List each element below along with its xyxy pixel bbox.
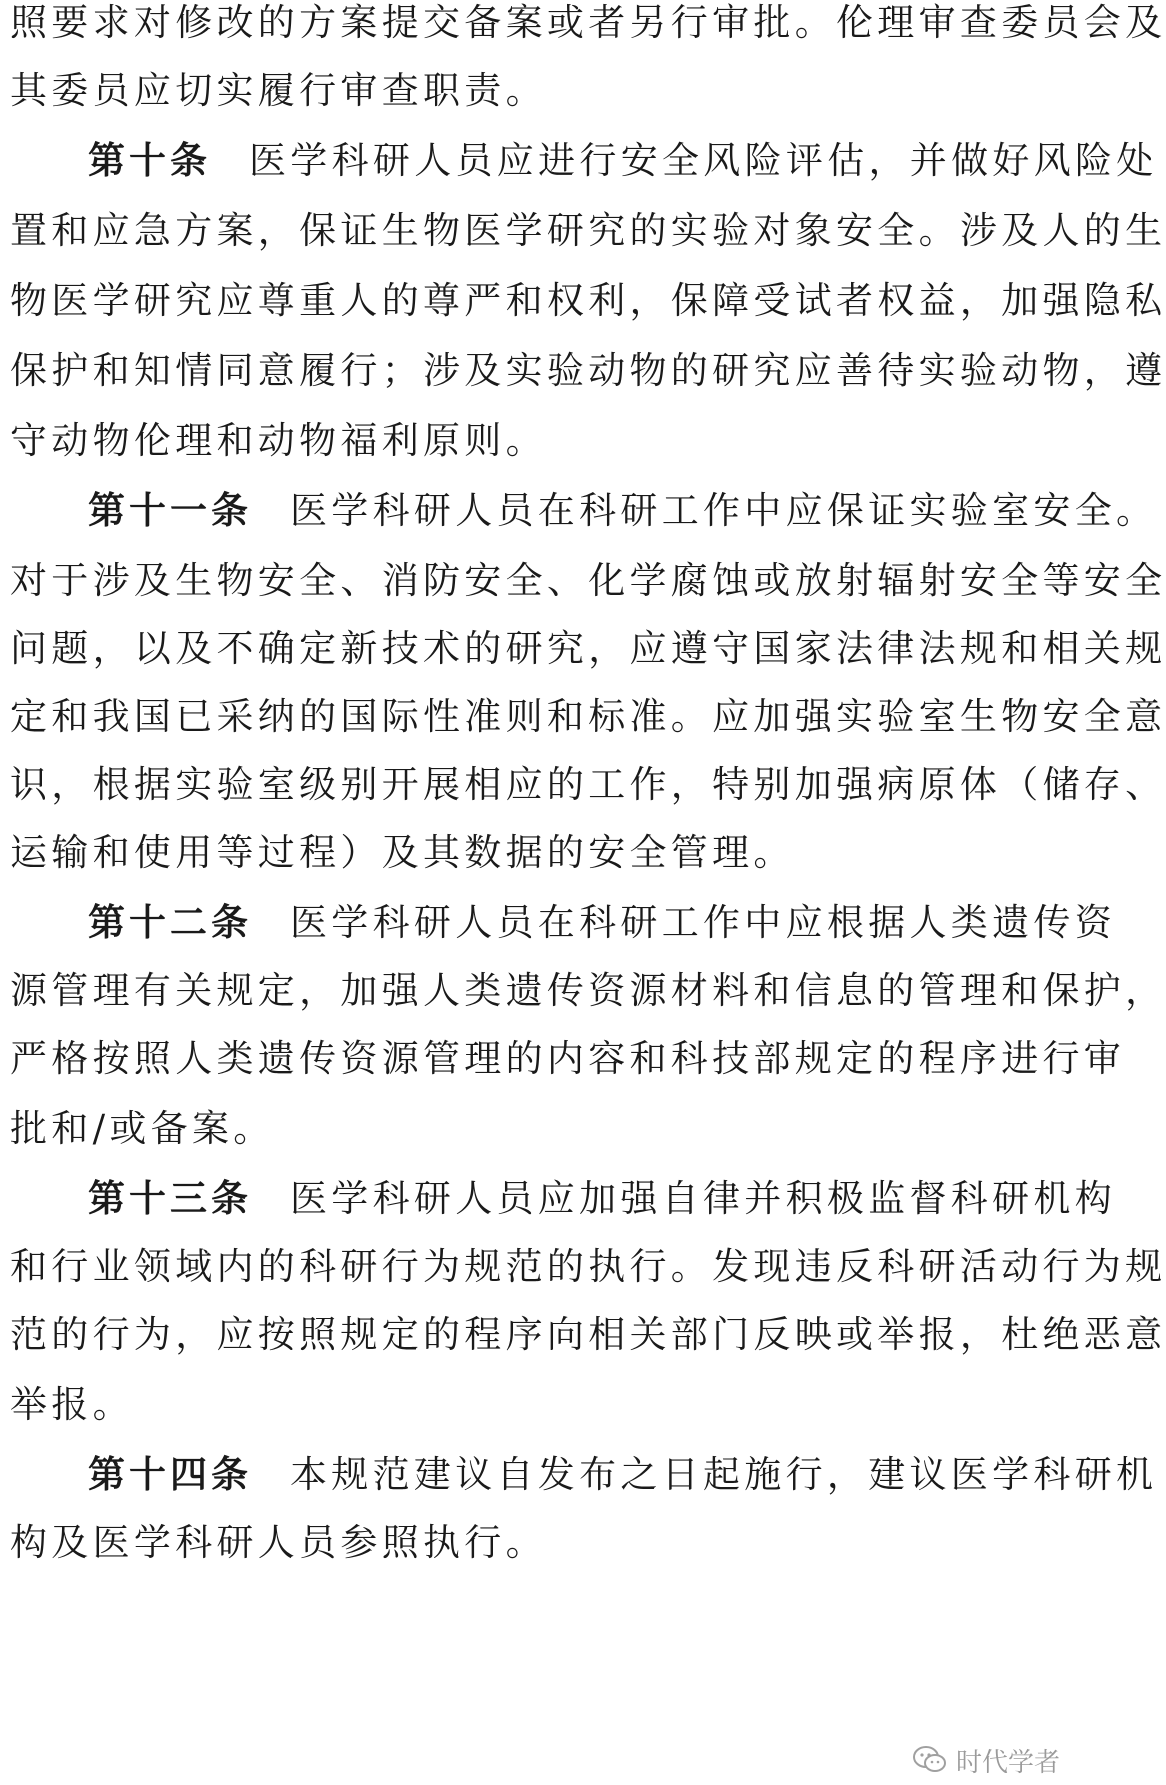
text-line: 问题，以及不确定新技术的研究，应遵守国家法律法规和相关规 xyxy=(10,627,1166,670)
text-line: 源管理有关规定，加强人类遗传资源材料和信息的管理和保护， xyxy=(10,969,1166,1012)
text-line: 守动物伦理和动物福利原则。 xyxy=(10,419,547,462)
text-line: 构及医学科研人员参照执行。 xyxy=(10,1521,547,1564)
watermark-text: 时代学者 xyxy=(955,1747,1060,1778)
text-line: 运输和使用等过程）及其数据的安全管理。 xyxy=(10,831,795,874)
text-line: 照要求对修改的方案提交备案或者另行审批。伦理审查委员会及 xyxy=(10,1,1166,44)
text-line: 其委员应切实履行审查职责。 xyxy=(10,69,547,112)
article-12-line xyxy=(88,900,1116,946)
text-line: 医学科研人员应进行安全风险评估，并做好风险处 xyxy=(249,139,1158,182)
text-line: 严格按照人类遗传资源管理的内容和科技部规定的程序进行审 xyxy=(10,1037,1126,1080)
article-12-heading: 第十二条 xyxy=(88,901,252,944)
text-line: 对于涉及生物安全、消防安全、化学腐蚀或放射辐射安全等安全 xyxy=(10,559,1166,602)
watermark xyxy=(912,1740,1060,1780)
article-10-line xyxy=(88,138,1158,184)
article-11-heading: 第十一条 xyxy=(88,489,252,532)
text-line: 医学科研人员在科研工作中应保证实验室安全。 xyxy=(290,489,1158,532)
text-line: 举报。 xyxy=(10,1383,134,1426)
wechat-icon xyxy=(912,1745,948,1775)
article-13-heading: 第十三条 xyxy=(88,1177,252,1220)
article-14-line xyxy=(88,1452,1158,1498)
text-line: 识，根据实验室级别开展相应的工作，特别加强病原体（储存、 xyxy=(10,763,1166,806)
article-14-heading: 第十四条 xyxy=(88,1453,252,1496)
text-line: 医学科研人员应加强自律并积极监督科研机构 xyxy=(290,1177,1116,1220)
text-line: 本规范建议自发布之日起施行，建议医学科研机 xyxy=(290,1453,1158,1496)
article-13-line xyxy=(88,1176,1116,1222)
article-11-line xyxy=(88,488,1158,534)
text-line: 和行业领域内的科研行为规范的执行。发现违反科研活动行为规 xyxy=(10,1245,1166,1288)
text-line: 批和/或备案。 xyxy=(10,1107,275,1150)
text-line: 定和我国已采纳的国际性准则和标准。应加强实验室生物安全意 xyxy=(10,695,1166,738)
text-line: 范的行为，应按照规定的程序向相关部门反映或举报，杜绝恶意 xyxy=(10,1313,1166,1356)
text-line: 保护和知情同意履行；涉及实验动物的研究应善待实验动物，遵 xyxy=(10,349,1166,392)
text-line: 医学科研人员在科研工作中应根据人类遗传资 xyxy=(290,901,1116,944)
text-line: 物医学研究应尊重人的尊严和权利，保障受试者权益，加强隐私 xyxy=(10,279,1166,322)
article-10-heading: 第十条 xyxy=(88,139,211,182)
text-line: 置和应急方案，保证生物医学研究的实验对象安全。涉及人的生 xyxy=(10,209,1166,252)
